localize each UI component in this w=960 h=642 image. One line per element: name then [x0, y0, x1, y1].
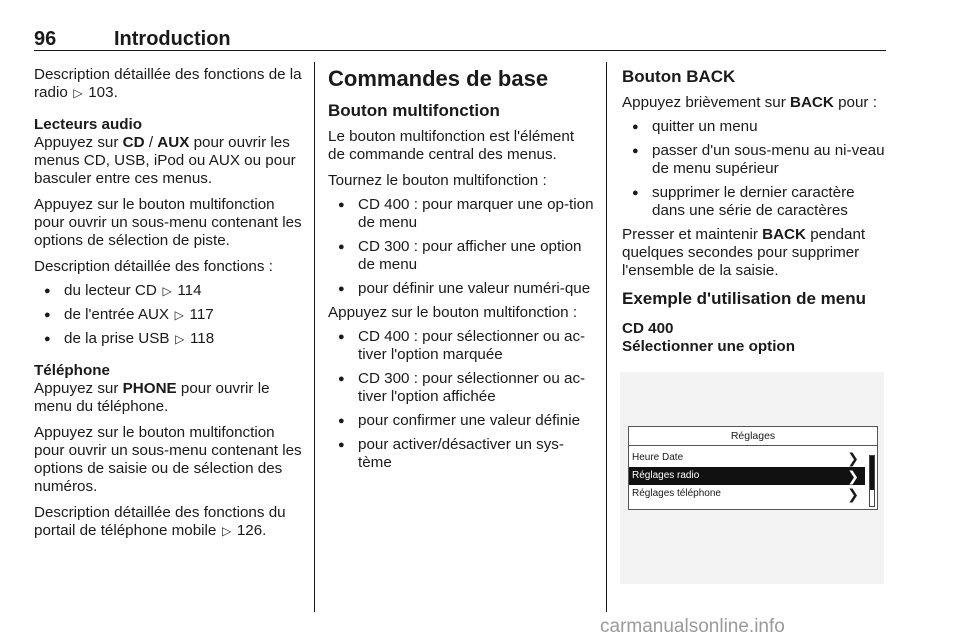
section-title: Commandes de base: [328, 66, 549, 91]
list-item: ● pour confirmer une valeur définie: [328, 412, 594, 430]
list-item: ● de la prise USB ▷ 118: [34, 330, 302, 348]
paragraph: Description détaillée des fonctions :: [34, 258, 273, 275]
subsection-title: Bouton BACK: [622, 67, 736, 86]
page-reference-link[interactable]: 117: [189, 306, 214, 323]
audio-function-list: [34, 282, 302, 348]
paragraph: Description détaillée des fonctions du portail de téléphone mobile ▷ 126.: [34, 504, 286, 539]
reference-arrow-icon: ▷: [73, 86, 83, 100]
phone-paragraph: Appuyez sur PHONE pour ouvrir le menu du téléphone.: [34, 380, 270, 415]
menu-scrollbar[interactable]: [869, 455, 875, 507]
watermark: carmanualsonline.info: [600, 616, 785, 637]
paragraph: Appuyez sur le bouton multifonction pour ouvrir un sous-menu contenant les options de sélection de piste.: [34, 196, 302, 249]
press-actions-list: [328, 328, 594, 472]
page-header: [34, 28, 886, 51]
paragraph: Tournez le bouton multifonction :: [328, 172, 547, 189]
menu-item-phone-settings[interactable]: Réglages téléphone ❯: [632, 486, 859, 502]
reference-arrow-icon: ▷: [175, 332, 185, 346]
reference-arrow-icon: ▷: [221, 524, 232, 538]
reference-arrow-icon: ▷: [162, 284, 172, 298]
paragraph: Le bouton multifonction est l'élément de commande central des menus.: [328, 128, 575, 163]
column-right: [622, 66, 886, 356]
list-item: ● CD 300 : pour afficher une option de menu: [328, 238, 594, 274]
chevron-right-icon: ❯: [847, 486, 859, 502]
list-item: ● CD 300 : pour sélectionner ou ac-tiver l'option affichée: [328, 370, 594, 406]
settings-menu-panel: [628, 426, 878, 510]
column-divider: [314, 62, 315, 612]
section-heading-audio: Lecteurs audio: [34, 116, 143, 133]
list-item: ● supprimer le dernier caractère dans une série de caractères: [622, 184, 886, 220]
page-reference-link[interactable]: 126.: [236, 522, 267, 539]
menu-item-radio-settings[interactable]: Réglages radio ❯: [629, 467, 865, 485]
list-item: ● CD 400 : pour sélectionner ou ac-tiver l'option marquée: [328, 328, 594, 364]
page-reference-link[interactable]: 103.: [88, 84, 118, 101]
reference-arrow-icon: ▷: [174, 308, 184, 322]
list-item: ● CD 400 : pour marquer une op-tion de menu: [328, 196, 594, 232]
subsection-title: Exemple d'utilisation de menu: [622, 289, 866, 308]
radio-description: Description détaillée des fonctions de la radio ▷ 103.: [34, 66, 302, 101]
column-middle: [328, 66, 594, 478]
paragraph: Appuyez brièvement sur BACK pour :: [622, 94, 877, 111]
list-item: ● de l'entrée AUX ▷ 117: [34, 306, 302, 324]
chevron-right-icon: ❯: [847, 450, 859, 466]
heading-cd400: CD 400: [622, 320, 674, 337]
paragraph: Appuyez sur le bouton multifonction :: [328, 304, 578, 321]
list-item: ● du lecteur CD ▷ 114: [34, 282, 302, 300]
paragraph: Presser et maintenir BACK pendant quelques secondes pour supprimer l'ensemble de la saisie.: [622, 226, 866, 279]
column-left: [34, 66, 302, 548]
back-actions-list: [622, 118, 886, 220]
radio-display-illustration: [620, 372, 884, 584]
page-number: 96: [34, 28, 57, 50]
scrollbar-thumb[interactable]: [870, 456, 874, 490]
list-item: ● pour définir une valeur numéri-que: [328, 280, 594, 298]
chevron-right-icon: ❯: [847, 468, 859, 484]
page-reference-link[interactable]: 118: [189, 330, 215, 347]
column-divider: [606, 62, 607, 612]
list-item: ● passer d'un sous-menu au ni-veau de menu supérieur: [622, 142, 886, 178]
page-title: Introduction: [114, 28, 231, 50]
menu-title: Réglages: [629, 427, 877, 446]
audio-paragraph: Appuyez sur CD / AUX pour ouvrir les menus CD, USB, iPod ou AUX ou pour basculer entre ces menus.: [34, 134, 296, 187]
turn-actions-list: [328, 196, 594, 298]
list-item: ● pour activer/désactiver un sys-tème: [328, 436, 594, 472]
section-heading-phone: Téléphone: [34, 362, 110, 379]
paragraph: Appuyez sur le bouton multifonction pour ouvrir un sous-menu contenant les options de saisie ou de sélection des numéros.: [34, 424, 302, 495]
heading-select-option: Sélectionner une option: [622, 338, 795, 355]
subsection-title: Bouton multifonction: [328, 101, 500, 120]
menu-item-time-date[interactable]: Heure Date ❯: [632, 450, 859, 466]
page-reference-link[interactable]: 114: [177, 282, 202, 299]
list-item: ● quitter un menu: [622, 118, 886, 136]
